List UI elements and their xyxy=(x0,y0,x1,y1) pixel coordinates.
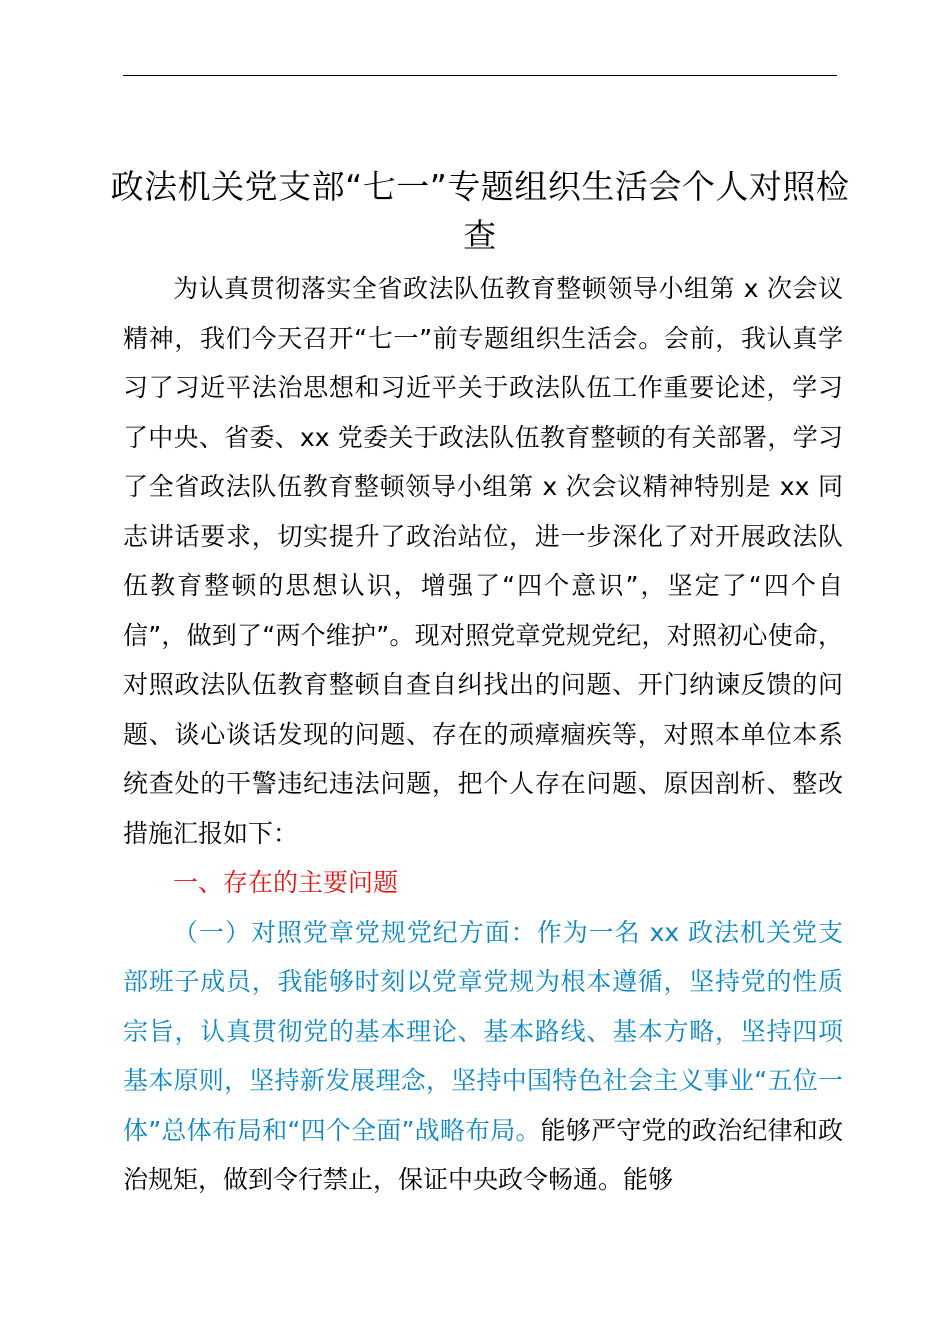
section-heading: 一、存在的主要问题 xyxy=(173,868,399,897)
header-rule xyxy=(123,75,837,76)
document-body xyxy=(123,264,843,1205)
subsection-paragraph xyxy=(123,908,843,1205)
subsection-blue-text: （一）对照党章党规党纪方面：作为一名 xx 政法机关党支部班子成员，我能够时刻以党章党规为根本遵循，坚持党的性质宗旨，认真贯彻党的基本理论、基本路线、基本方略，坚持四项基本原则，坚持新发展理念，坚持中国特色社会主义事业“五位一体”总体布局和“四个全面”战略布局。 xyxy=(123,917,843,1145)
subsection-black-text: 能够严守党的政治纪律和政治规矩，做到令行禁止，保证中央政令畅通。能够 xyxy=(123,1115,843,1194)
document-title: 政法机关党支部“七一”专题组织生活会个人对照检查 xyxy=(110,167,850,256)
intro-paragraph: 为认真贯彻落实全省政法队伍教育整顿领导小组第 x 次会议精神，我们今天召开“七一”前专题组织生活会。会前，我认真学习了习近平法治思想和习近平关于政法队伍工作重要论述，学习了中央、省委、xx 党委关于政法队伍教育整顿的有关部署，学习了全省政法队伍教育整顿领导小组第 x 次会议精神特别是 xx 同志讲话要求，切实提升了政治站位，进一步深化了对开展政法队伍教育整顿的思想认识，增强了“四个意识”，坚定了“四个自信”，做到了“两个维护”。现对照党章党规党纪，对照初心使命，对照政法队伍教育整顿自查自纠找出的问题、开门纳谏反馈的问题、谈心谈话发现的问题、存在的顽瘴痼疾等，对照本单位本系统查处的干警违纪违法问题，把个人存在问题、原因剖析、整改措施汇报如下： xyxy=(123,274,843,848)
